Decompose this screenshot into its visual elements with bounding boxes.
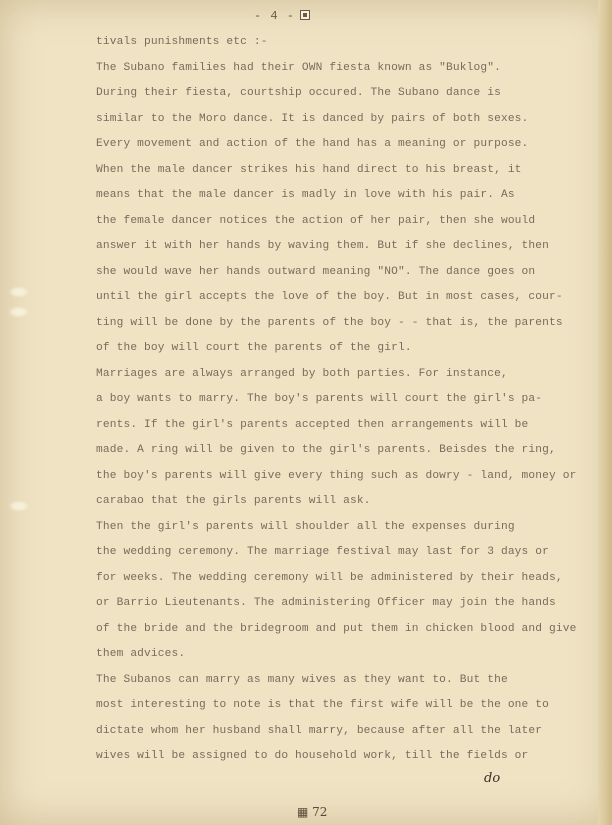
text-line: until the girl accepts the love of the boy. But in most cases, cour- bbox=[96, 291, 563, 303]
binding-hole bbox=[8, 500, 30, 512]
handwritten-note bbox=[482, 770, 506, 786]
text-line: the boy's parents will give every thing such as dowry - land, money or bbox=[96, 469, 577, 482]
text-line: The Subano families had their OWN fiesta known as "Buklog". bbox=[96, 61, 501, 74]
text-line: of the boy will court the parents of the girl. bbox=[96, 342, 412, 354]
text-line: dictate whom her husband shall marry, because after all the later bbox=[96, 724, 543, 737]
footer-stamp-number: 72 bbox=[312, 805, 328, 819]
text-line: made. A ring will be given to the girl's parents. Beisdes the ring, bbox=[96, 444, 556, 456]
text-line: for weeks. The wedding ceremony will be administered by their heads, bbox=[96, 571, 563, 584]
svg-text:do: do bbox=[484, 771, 501, 786]
text-line: The Subanos can marry as many wives as they want to. But the bbox=[96, 673, 508, 686]
footer-stamp bbox=[297, 805, 327, 819]
text-line: carabao that the girls parents will ask. bbox=[96, 495, 371, 507]
text-line: she would wave her hands outward meaning "NO". The dance goes on bbox=[96, 265, 536, 278]
text-line: of the bride and the bridegroom and put them in chicken blood and give bbox=[96, 622, 577, 635]
stamp-box-icon bbox=[300, 10, 310, 20]
stamp-icon: ▦ bbox=[297, 805, 309, 819]
text-line: answer it with her hands by waving them. But if she declines, then bbox=[96, 240, 549, 252]
page-edge bbox=[598, 0, 612, 825]
page-number: - 4 - bbox=[254, 9, 296, 23]
text-line: a boy wants to marry. The boy's parents will court the girl's pa- bbox=[96, 393, 543, 405]
binding-hole bbox=[8, 306, 30, 318]
text-line: the wedding ceremony. The marriage festival may last for 3 days or bbox=[96, 546, 549, 558]
text-line: tivals punishments etc :- bbox=[96, 36, 268, 48]
text-line: ting will be done by the parents of the boy - - that is, the parents bbox=[96, 316, 563, 329]
binding-hole bbox=[8, 286, 30, 298]
text-line: Every movement and action of the hand has a meaning or purpose. bbox=[96, 138, 529, 150]
text-line: wives will be assigned to do household work, till the fields or bbox=[96, 750, 529, 762]
text-line: most interesting to note is that the first wife will be the one to bbox=[96, 699, 549, 711]
text-line: Marriages are always arranged by both parties. For instance, bbox=[96, 367, 508, 380]
text-line: the female dancer notices the action of her pair, then she would bbox=[96, 214, 536, 227]
text-line: During their fiesta, courtship occured. The Subano dance is bbox=[96, 87, 501, 99]
text-line: them advices. bbox=[96, 648, 186, 660]
text-line: Then the girl's parents will shoulder all the expenses during bbox=[96, 520, 515, 533]
text-line: or Barrio Lieutenants. The administering Officer may join the hands bbox=[96, 597, 556, 609]
text-line: similar to the Moro dance. It is danced by pairs of both sexes. bbox=[96, 112, 529, 125]
text-line: When the male dancer strikes his hand direct to his breast, it bbox=[96, 163, 522, 176]
text-line: means that the male dancer is madly in love with his pair. As bbox=[96, 189, 515, 201]
text-line: rents. If the girl's parents accepted then arrangements will be bbox=[96, 418, 529, 431]
